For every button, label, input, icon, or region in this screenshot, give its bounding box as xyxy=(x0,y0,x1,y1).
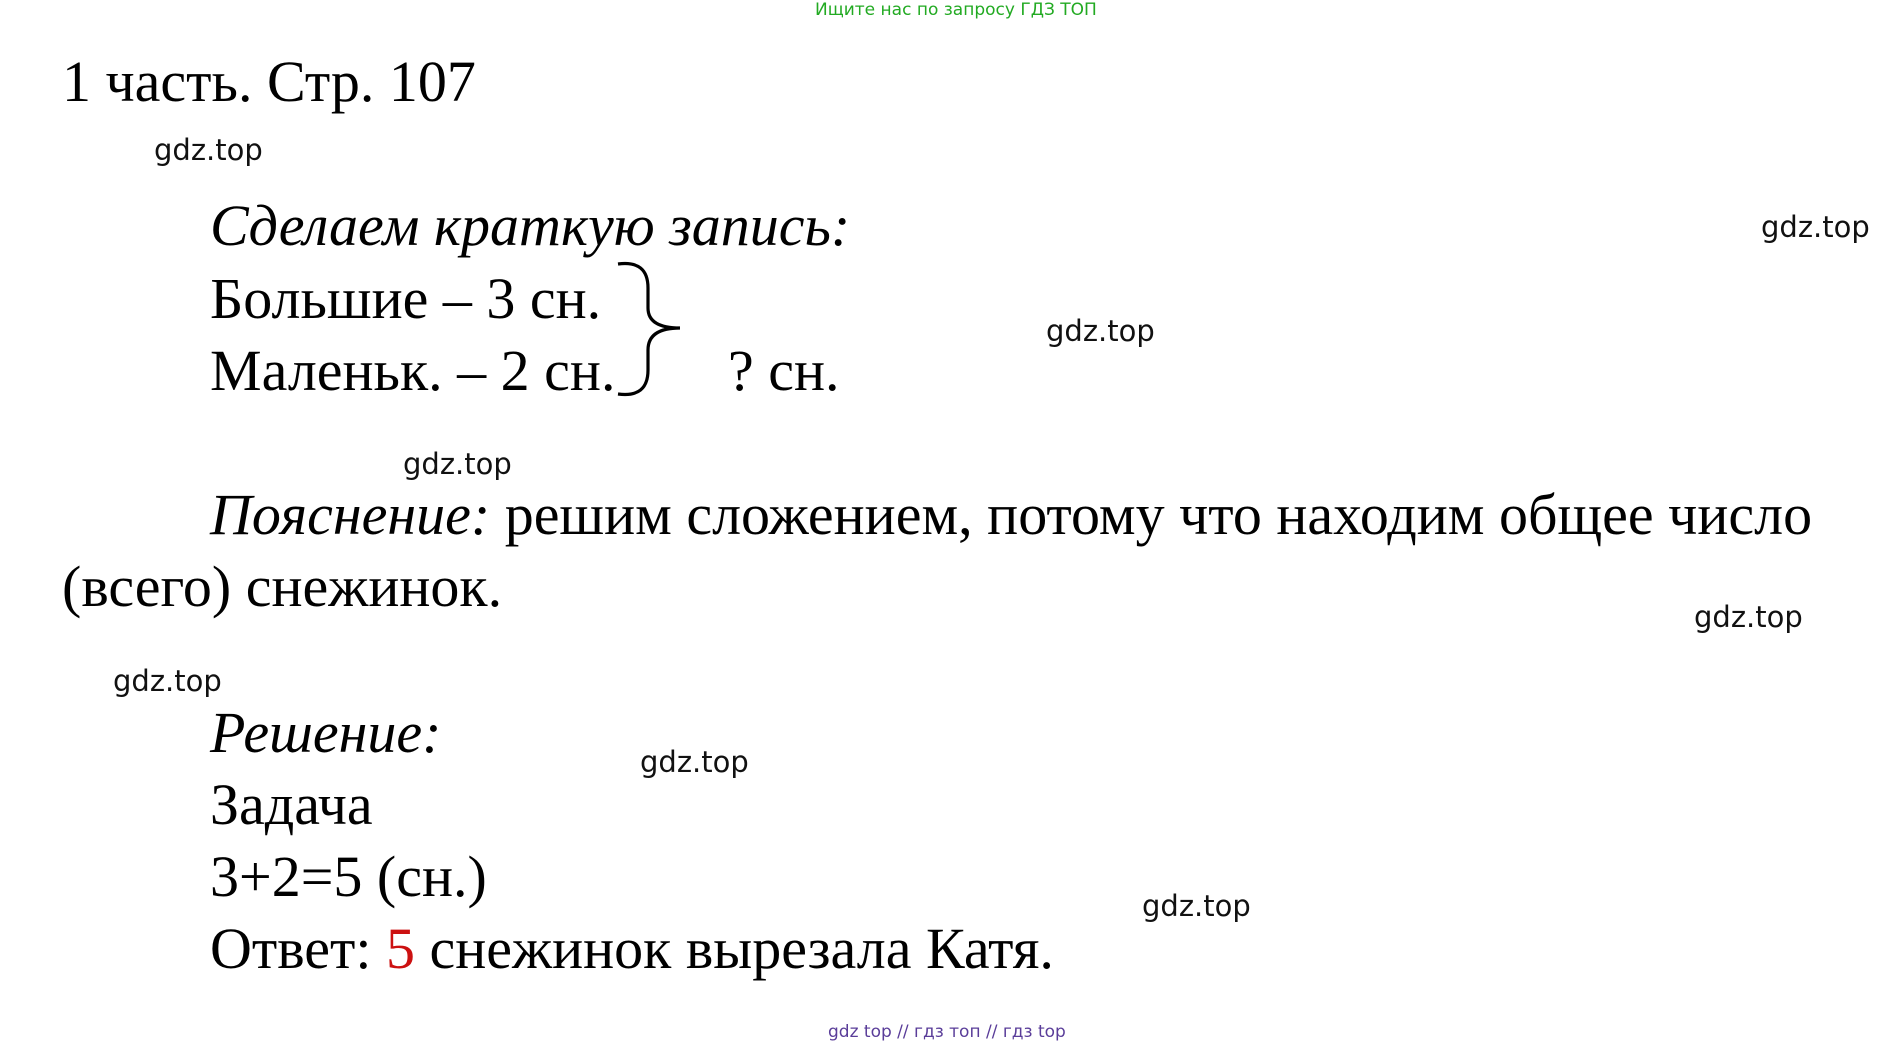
solution-equation: 3+2=5 (сн.) xyxy=(210,844,487,909)
brief-line-small: Маленьк. – 2 сн. xyxy=(210,338,616,403)
solution-heading: Решение: xyxy=(210,700,442,765)
brief-line-large: Большие – 3 сн. xyxy=(210,266,602,331)
answer-prefix: Ответ: xyxy=(210,916,386,981)
answer-suffix: снежинок вырезала Катя. xyxy=(414,916,1054,981)
brief-heading: Сделаем краткую запись: xyxy=(210,193,851,258)
solution-task: Задача xyxy=(210,772,373,837)
answer-value: 5 xyxy=(385,916,415,981)
explanation-line-1 xyxy=(210,481,1812,548)
site-banner: Ищите нас по запросу ГДЗ ТОП xyxy=(815,0,1097,20)
solution-answer xyxy=(210,915,1054,982)
watermark-text: gdz.top xyxy=(1046,314,1155,348)
watermark-text: gdz.top xyxy=(113,664,222,698)
watermark-text: gdz.top xyxy=(154,133,263,167)
explanation-label: Пояснение: xyxy=(210,482,491,547)
explanation-line-2: (всего) снежинок. xyxy=(62,554,503,619)
brief-question: ? сн. xyxy=(728,338,840,403)
explanation-text: решим сложением, потому что находим общее число xyxy=(490,482,1813,547)
watermark-text: gdz.top xyxy=(1694,600,1803,634)
watermark-text: gdz.top xyxy=(1761,210,1870,244)
page-title: 1 часть. Стр. 107 xyxy=(62,49,476,114)
footer-links: gdz top // гдз топ // гдз top xyxy=(828,1022,1066,1042)
watermark-text: gdz.top xyxy=(1142,889,1251,923)
watermark-text: gdz.top xyxy=(403,447,512,481)
watermark-text: gdz.top xyxy=(640,745,749,779)
curly-brace-icon xyxy=(612,258,692,400)
